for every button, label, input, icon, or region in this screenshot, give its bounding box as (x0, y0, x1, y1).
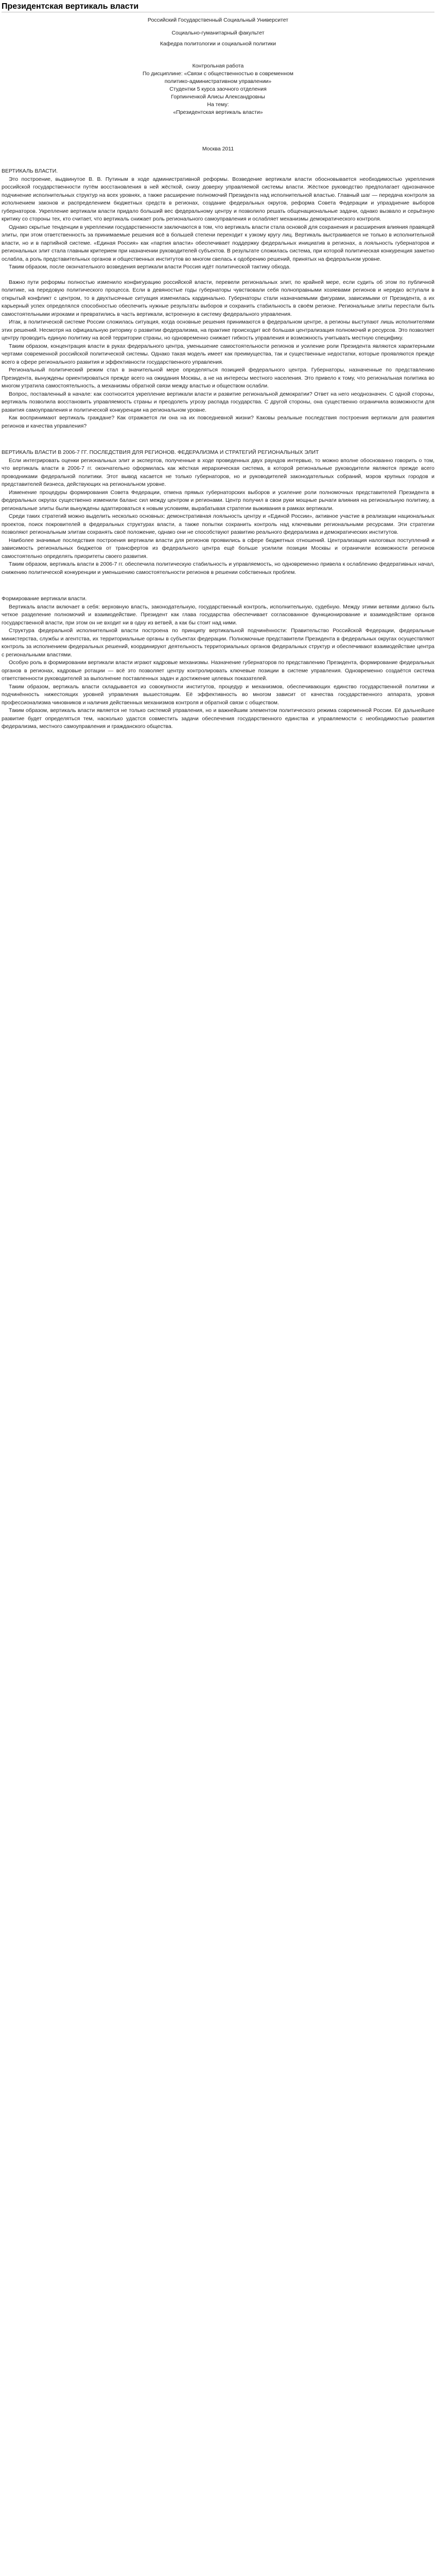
paragraph: Вопрос, поставленный в начале: как соотносится укрепление вертикали власти и развитие региональной демократии? Ответ на него неоднозначен. С одной стороны, вертикаль позволила восстановить управляемость страны и преодолеть угрозу распада государства. С другой стороны, она существенно ограничила возможности для развития самоуправления и политической конкуренции на региональном уровне. (2, 391, 434, 413)
paragraph: Таким образом, после окончательного возведения вертикали власти Россия идёт политической тактику обхода. (9, 264, 291, 270)
student-name: Горпинченкой Алисы Александровны (171, 94, 265, 100)
paragraph: Итак, в политической системе России сложилась ситуация, когда основные решения принимаются в федеральном центре, а регионы выступают лишь исполнителями этих решений. Несмотря на официальную риторику о развитии федерализма, на практике происходит всё большая централизация полномочий и ресурсов. Это позволяет центру проводить единую политику на всей территории страны, но одновременно снижает гибкость управления и возможность учитывать местную специфику. (2, 319, 434, 341)
section-heading: ВЕРТИКАЛЬ ВЛАСТИ В 2006-7 ГГ. ПОСЛЕДСТВИЯ ДЛЯ РЕГИОНОВ. ФЕДЕРАЛИЗМА И СТРАТЕГИЙ РЕГИОНАЛЬНЫХ ЭЛИТ (2, 449, 319, 455)
document-section (2, 595, 434, 750)
student-line: Студентки 5 курса заочного отделения (169, 86, 267, 92)
university-name: Российский Государственный Социальный Университет (147, 17, 289, 23)
paragraph: Таким образом, вертикаль власти складывается из совокупности институтов, процедур и механизмов, обеспечивающих единство государственной политики и подчинённость нижестоящих уровней управления вышестоящим. Её эффективность во многом зависит от качества государственного аппарата, уровня профессионализма чиновников и наличия действенных механизмов контроля и обратной связи с обществом. (2, 683, 434, 706)
title-page (2, 16, 434, 167)
paragraph: Наиболее значимые последствия построения вертикали власти для регионов проявились в сфере бюджетных отношений. Централизация налоговых поступлений и зависимость региональных бюджетов от трансфертов из федерального центра ещё больше усилили позиции Москвы и ограничили возможности регионов самостоятельно определять приоритеты своего развития. (2, 537, 434, 560)
paragraph: Таким образом, вертикаль власти является не только системой управления, но и важнейшим элементом политического режима современной России. Её дальнейшее развитие будет определяться тем, насколько удастся совместить задачи обеспечения государственного единства и управляемости с необходимостью развития федерализма, местного самоуправления и гражданского общества. (2, 707, 434, 730)
paragraph: Среди таких стратегий можно выделить несколько основных: демонстративная лояльность центру и «Единой России», активное участие в реализации национальных проектов, поиск покровителей в федеральных структурах власти, а также попытки сохранить контроль над ключевыми региональными ресурсами. Эти стратегии позволяют региональным элитам сохранять своё положение, однако они не способствуют развитию реального федерализма и демократических институтов. (2, 513, 434, 535)
section-heading: ВЕРТИКАЛЬ ВЛАСТИ. (2, 168, 58, 174)
paragraph: Это построение, выдвинутое В. В. Путиным в ходе административной реформы. Возведение вертикали власти обосновывается необходимостью укрепления российской государственности путём восстановления в ней жёсткой, снизу доверху управляемой системы власти. Жёсткое руководство предполагает однозначное подчинение исполнительных структур на всех уровнях, а также расширение полномочий Президента над исполнительной властью. Главный шаг — передача контроля за исполнением законов и распределением бюджетных средств в регионах, создание федеральных округов, реформа Совета Федерации и упразднение выборов губернаторов. Укрепление вертикали власти придало больший вес федеральному центру и позволило решать общенациональные задачи, однако вызвало и серьёзную критику со стороны тех, кто считает, что вертикаль снижает роль регионального самоуправления и ослабляет механизмы демократического контроля. (2, 176, 434, 222)
city-year: Москва 2011 (202, 146, 234, 152)
topic-label: На тему: (207, 101, 229, 108)
section-heading: Формирование вертикали власти. (2, 596, 87, 602)
paragraph: Таким образом, вертикаль власти в 2006-7 гг. обеспечила политическую стабильность и управляемость, но одновременно привела к ослаблению федеративных начал, снижению политической конкуренции и уменьшению самостоятельности регионов в решении собственных проблем. (2, 561, 434, 575)
paragraph: Если интегрировать оценки региональных элит и экспертов, полученные в ходе проведенных двух раундов интервью, то можно вполне обоснованно говорить о том, что вертикаль власти в 2006-7 гг. окончательно оформилась как жёсткая иерархическая система, в которой региональные руководители являются прежде всего проводниками федеральной политики. Этот вывод касается не только губернаторов, но и руководителей законодательных собраний, мэров крупных городов и представителей бизнеса, действующих на региональном уровне. (2, 457, 434, 487)
page (0, 2, 436, 750)
paragraph: Структура федеральной исполнительной власти построена по принципу вертикальной подчинённости: Правительство Российской Федерации, федеральные министерства, службы и агентства, их территориальные органы в субъектах федерации. Полномочные представители Президента в федеральных округах осуществляют контроль за исполнением федеральных решений, координируют деятельность территориальных органов федеральных структур и обеспечивают взаимодействие центра с региональными властями. (2, 628, 434, 658)
paragraph: Особую роль в формировании вертикали власти играют кадровые механизмы. Назначение губернаторов по представлению Президента, формирование федеральных органов в регионах, кадровые ротации — всё это позволяет центру контролировать ключевые позиции в системе управления. Одновременно создаётся система ответственности руководителей за выполнение поставленных задач и достижение целевых показателей. (2, 659, 434, 682)
paragraph: Однако скрытые тенденции в укреплении государственности заключаются в том, что вертикаль власти стала основой для сохранения и расширения влияния правящей элиты, при этом ответственность за принимаемые решения всё в большей степени переходит к узкому кругу лиц. Вертикаль выстраивается не только в исполнительной власти, но и в партийной системе. «Единая Россия» как «партия власти» обеспечивает поддержку федеральных инициатив в регионах, а лояльность губернаторов и региональных элит стала главным критерием при назначении руководителей субъектов. В результате сложилась система, при которой политическая конкуренция заметно ослабла, а роль представительных органов и общественных институтов во многом свелась к одобрению решений, принятых на федеральном уровне. (2, 224, 434, 262)
document-body (2, 167, 434, 750)
paragraph: Изменение процедуры формирования Совета Федерации, отмена прямых губернаторских выборов и усиление роли полномочных представителей Президента в федеральных округах существенно изменили баланс сил между центром и регионами. Центр получил в свои руки мощные рычаги влияния на региональную политику, а региональные элиты были вынуждены адаптироваться к новым условиям, вырабатывая стратегии выживания в рамках вертикали. (2, 489, 434, 512)
department-name: Кафедра политологии и социальной политики (160, 41, 276, 47)
document-section (2, 167, 434, 279)
discipline: По дисциплине: «Связи с общественностью в современном политико-административном управлении» (143, 71, 293, 84)
paragraph: Региональный политический режим стал в значительной мере определяться позицией федерального центра. Губернаторы, назначенные по представлению Президента, вынуждены ориентироваться прежде всего на ожидания Москвы, а не на интересы местного населения. Это привело к тому, что региональная политика во многом утратила самостоятельность, а механизмы обратной связи между властью и обществом ослабли. (2, 367, 434, 389)
document-section (2, 449, 434, 595)
paragraph: Важно пути реформы полностью изменило конфигурацию российской власти, перевели региональных элит, по крайней мере, если судить об этом по публичной политике, на передовую политического процесса. Если в девяностые годы губернаторы чувствовали себя полноправными хозяевами регионов и нередко вступали в открытый конфликт с центром, то в двухтысячные ситуация изменилась кардинально. Губернаторы стали назначаемыми фигурами, зависимыми от Президента, а их карьерный успех определялся способностью обеспечить нужные результаты выборов и сохранить стабильность в своём регионе. Региональные элиты перестали быть самостоятельными игроками и превратились в часть вертикали, встроенную в систему федерального управления. (2, 279, 434, 317)
paragraph: Таким образом, концентрация власти в руках федерального центра, уменьшение самостоятельности регионов и усиление роли Президента являются характерными чертами современной российской политической системы. Однако такая модель имеет как преимущества, так и существенные недостатки, которые проявляются прежде всего в сфере регионального развития и эффективности государственного управления. (2, 343, 434, 365)
paragraph: Вертикаль власти включает в себя: верховную власть, законодательную, государственный контроль, исполнительную, судебную. Между этими ветвями должно быть четкое разделение полномочий и взаимодействие. Президент как глава государства обеспечивает согласованное функционирование и взаимодействие органов государственной власти, при этом он не входит ни в одну из ветвей, а как бы стоит над ними. (2, 603, 434, 626)
document-title: Президентская вертикаль власти (2, 2, 139, 11)
document-section (2, 279, 434, 449)
work-type: Контрольная работа (192, 63, 244, 69)
paragraph: Как воспринимают вертикаль граждане? Как отражается ли она на их повседневной жизни? Каковы реальные последствия построения вертикали для развития регионов и качества управления? (2, 415, 434, 429)
faculty-name: Социально-гуманитарный факультет (171, 30, 265, 36)
topic: «Президентская вертикаль власти» (173, 109, 263, 115)
